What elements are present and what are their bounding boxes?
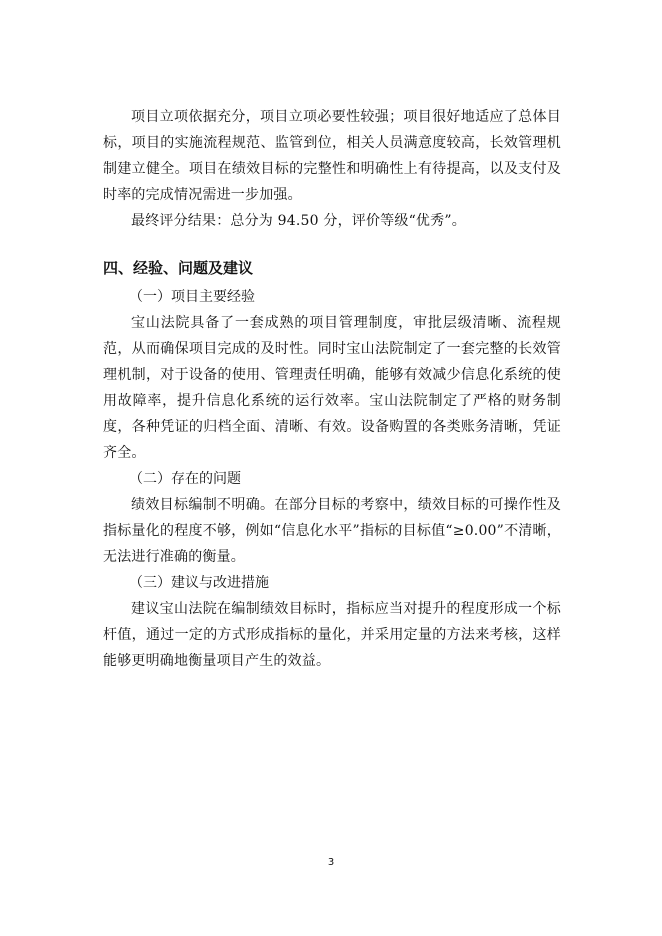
final-score-paragraph: 最终评分结果：总分为 94.50 分，评价等级“优秀”。 (131, 213, 466, 229)
document-content (103, 104, 561, 674)
subsection-2-body: 绩效目标编制不明确。在部分目标的考察中，绩效目标的可操作性及指标量化的程度不够，例如“信息化水平”指标的目标值“≥0.00”不清晰，无法进行准确的衡量。 (103, 497, 561, 565)
subsection-1-heading: （一）项目主要经验 (129, 289, 255, 305)
subsection-3-heading: （三）建议与改进措施 (129, 575, 269, 591)
section-4-heading: 四、经验、问题及建议 (103, 259, 254, 277)
intro-paragraph: 项目立项依据充分，项目立项必要性较强；项目很好地适应了总体目标，项目的实施流程规范、监管到位，相关人员满意度较高，长效管理机制建立健全。项目在绩效目标的完整性和明确性上有待提高，以及支付及时率的完成情况需进一步加强。 (103, 109, 561, 203)
page-number: 3 (327, 857, 335, 868)
subsection-1-body: 宝山法院具备了一套成熟的项目管理制度，审批层级清晰、流程规范，从而确保项目完成的及时性。同时宝山法院制定了一套完整的长效管理机制，对于设备的使用、管理责任明确，能够有效减少信息化系统的使用故障率，提升信息化系统的运行效率。宝山法院制定了严格的财务制度，各种凭证的归档全面、清晰、有效。设备购置的各类账务清晰，凭证齐全。 (103, 315, 561, 461)
subsection-2-heading: （二）存在的问题 (129, 471, 241, 487)
subsection-3-body: 建议宝山法院在编制绩效目标时，指标应当对提升的程度形成一个标杆值，通过一定的方式形成指标的量化，并采用定量的方法来考核，这样能够更明确地衡量项目产生的效益。 (103, 601, 561, 669)
